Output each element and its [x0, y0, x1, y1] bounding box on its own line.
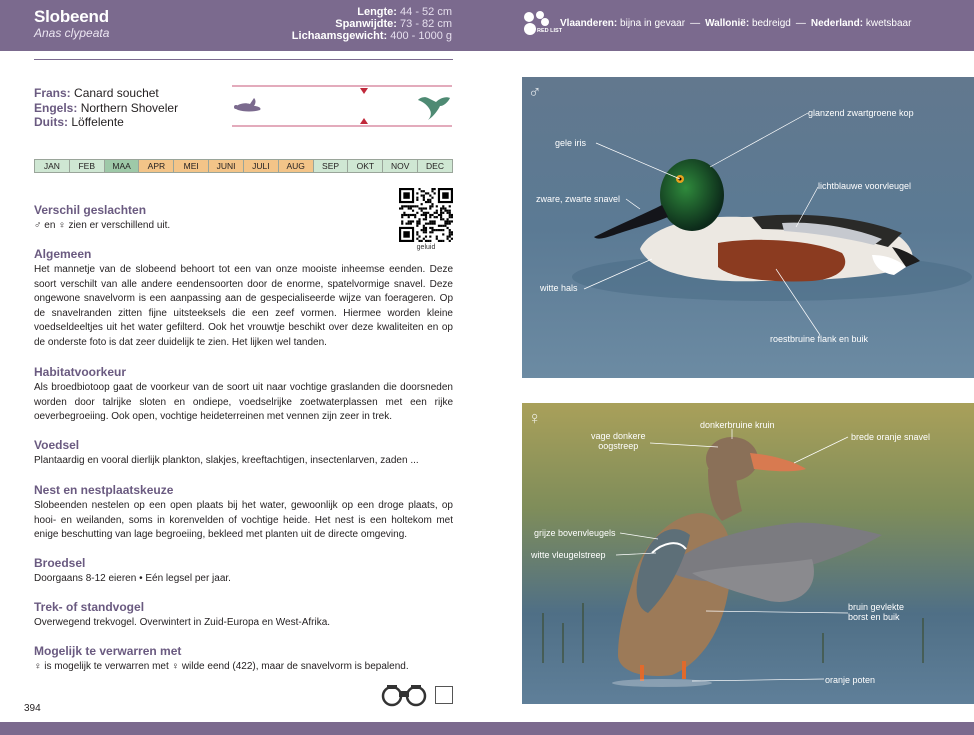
label-female-upperwing: grijze bovenvleugels: [534, 528, 616, 538]
footer-bar: [0, 722, 974, 735]
red-list-logo-icon: [522, 10, 563, 36]
label-female-breast: bruin gevlekte borst en buik: [848, 602, 905, 622]
section-brood: [34, 556, 453, 587]
section-text: Overwegend trekvogel. Overwintert in Zuid-Europa en West-Afrika.: [34, 617, 331, 628]
label-male-flank: roestbruine flank en buik: [770, 334, 869, 344]
name-english: Engels: Northern Shoveler: [34, 100, 179, 115]
divider-line: [34, 59, 453, 60]
month-cell: SEP: [314, 160, 349, 172]
seen-checkbox[interactable]: [435, 686, 453, 704]
label-male-neck: witte hals: [540, 283, 578, 293]
qr-label: geluid: [416, 244, 436, 251]
male-duck-illustration: [522, 77, 974, 378]
label-female-legs: oranje poten: [825, 675, 876, 685]
section-general: [34, 247, 453, 350]
month-cell: JUNI: [209, 160, 244, 172]
measure-wingspan: Spanwijdte: 73 - 82 cm: [335, 18, 452, 30]
duck-flying-left-icon: [234, 98, 261, 112]
section-text: Slobeenden nestelen op een open plaats bij het water, gewoonlijk op een droge plaats, op hooi- en weilanden, soms in korenvelden of vochtige heide. Het nest is een holtekom met enige beschutting van lage begroeiing, bekleed met planten uit de directe omgeving.: [34, 500, 453, 540]
label-male-iris: gele iris: [555, 138, 587, 148]
month-cell: AUG: [279, 160, 314, 172]
photo-female: [522, 403, 974, 704]
svg-text:RED LIST: RED LIST: [537, 28, 563, 34]
binoculars-icon: [381, 683, 427, 707]
section-sex-difference: [34, 203, 453, 234]
section-heading: Trek- of standvogel: [34, 600, 145, 614]
month-calendar: [34, 159, 453, 173]
label-male-forewing: lichtblauwe voorvleugel: [818, 181, 912, 191]
section-text: ♀ is mogelijk te verwarren met ♀ wilde eend (422), maar de snavelvorm is bepalend.: [34, 661, 409, 672]
section-migration: [34, 600, 453, 631]
section-text: Het mannetje van de slobeend behoort tot een van onze mooiste inheemse eenden. Deze soort verschilt van alle andere eendensoorten door de enorme, spatelvormige snavel. Deze ongewone snavelvorm is een aanpassing aan de gespecialiseerde wijze van foerageren. Op de snavelranden zitten fijne uitsteeksels die een zeef vormen. Hiermee worden kleine voedseldeeltjes uit het water gefilterd. Ook het vrouwtje beschikt over deze kwaliteiten en op de onderste foto is dat zeer duidelijk te zien. Het lijken wel tanden.: [34, 264, 453, 348]
migration-diagram: [232, 84, 452, 128]
month-cell: NOV: [383, 160, 418, 172]
month-cell: JULI: [244, 160, 279, 172]
male-symbol: ♂: [528, 82, 542, 102]
header-bar: [0, 0, 974, 51]
section-heading: Habitatvoorkeur: [34, 365, 127, 379]
page-number: 394: [24, 703, 41, 714]
label-female-eyestripe: vage donkere oogstreep: [591, 431, 646, 451]
label-male-bill: zware, zwarte snavel: [536, 194, 621, 204]
name-german: Duits: Löffelente: [34, 115, 124, 129]
month-cell: DEC: [418, 160, 452, 172]
section-heading: Verschil geslachten: [34, 203, 147, 217]
female-symbol: ♀: [528, 408, 542, 428]
measure-length: Lengte: 44 - 52 cm: [357, 6, 452, 18]
section-heading: Nest en nestplaatskeuze: [34, 483, 174, 497]
section-text: Doorgaans 8-12 eieren • Eén legsel per jaar.: [34, 573, 231, 584]
measurements: [292, 6, 452, 42]
section-text: ♂ en ♀ zien er verschillend uit.: [34, 220, 171, 231]
month-cell: APR: [139, 160, 174, 172]
month-cell: JAN: [35, 160, 70, 172]
species-title: Slobeend: [34, 7, 109, 26]
section-confusion: [34, 644, 453, 675]
measure-weight: Lichaamsgewicht: 400 - 1000 g: [291, 30, 452, 42]
section-text: Plantaardig en vooral dierlijk plankton, slakjes, kreeftachtigen, insectenlarven, zaden ...: [34, 455, 419, 466]
section-habitat: [34, 365, 453, 425]
conservation-status: Vlaanderen: bijna in gevaar — Wallonië: bedreigd — Nederland: kwetsbaar: [560, 18, 912, 29]
label-male-head: glanzend zwartgroene kop: [808, 108, 914, 118]
label-female-wingstripe: witte vleugelstreep: [531, 550, 606, 560]
label-female-bill: brede oranje snavel: [851, 432, 931, 442]
section-nest: [34, 483, 453, 543]
section-food: [34, 438, 453, 469]
section-heading: Broedsel: [34, 556, 86, 570]
month-cell: FEB: [70, 160, 105, 172]
duck-flying-right-icon: [418, 97, 450, 120]
month-cell: OKT: [348, 160, 383, 172]
species-latin-name: Anas clypeata: [34, 26, 110, 40]
section-heading: Mogelijk te verwarren met: [34, 644, 182, 658]
section-heading: Voedsel: [34, 438, 80, 452]
label-female-crown: donkerbruine kruin: [700, 420, 775, 430]
photo-male: [522, 77, 974, 378]
section-text: Als broedbiotoop gaat de voorkeur van de soort uit naar vochtige graslanden die doorsneden worden door talrijke sloten en ondiepe, voedselrijke zoetwaterplassen met een rijke oeverbegroeiing. Ook open, vochtige heideterreinen met vennen zijn zeer in trek.: [34, 382, 453, 422]
month-cell: MEI: [174, 160, 209, 172]
name-french: Frans: Canard souchet: [34, 86, 159, 100]
section-heading: Algemeen: [34, 247, 92, 261]
foreign-names: [34, 86, 178, 130]
month-cell: MAA: [105, 160, 140, 172]
